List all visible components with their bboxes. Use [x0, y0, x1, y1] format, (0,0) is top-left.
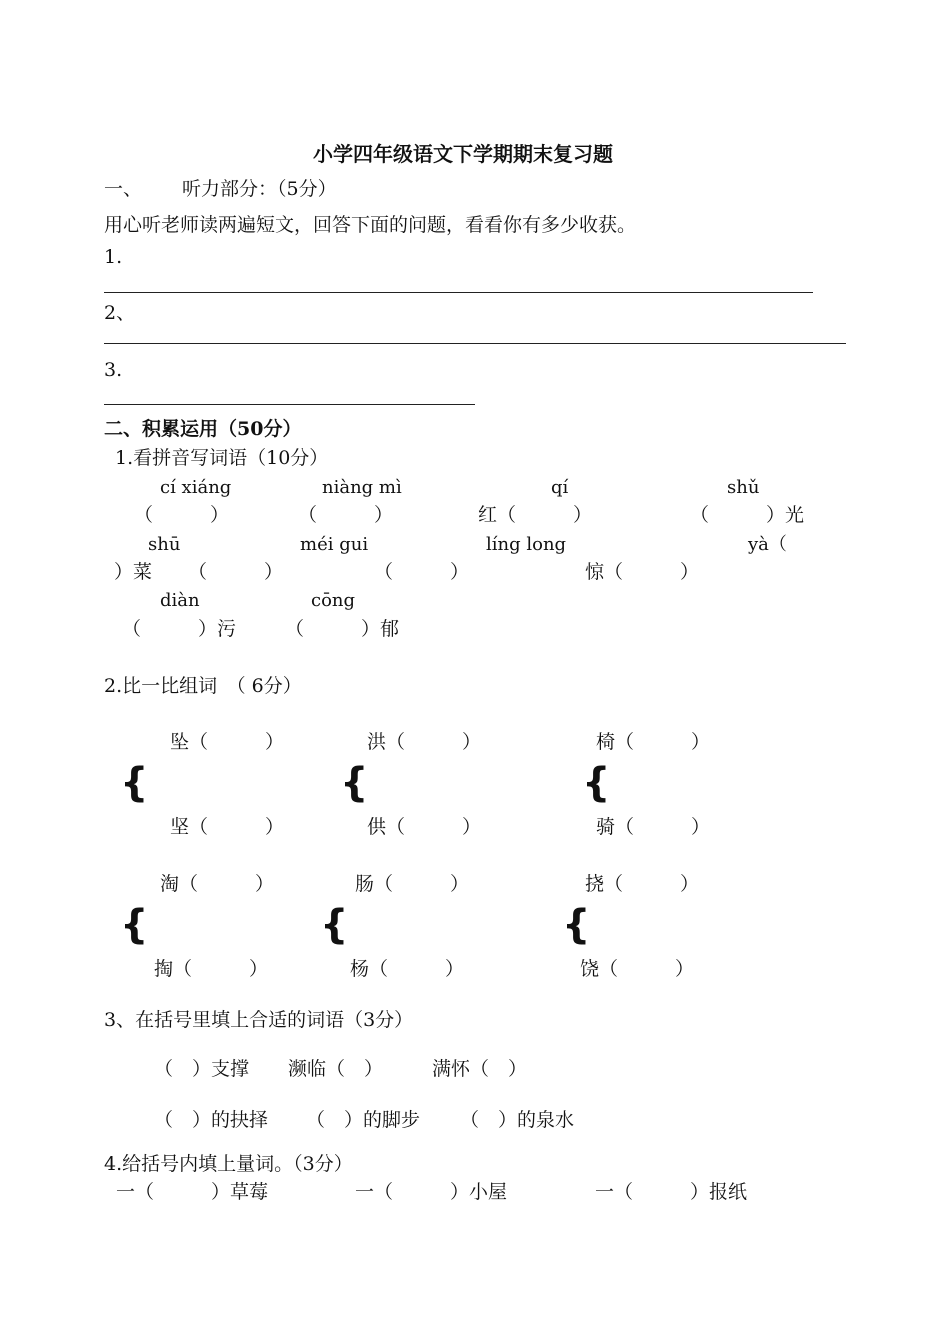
blank-shu[interactable]: （ ）光 — [690, 504, 805, 526]
pinyin-qi: qí — [551, 477, 569, 498]
fill-manhuai[interactable]: 满怀（ ） — [432, 1058, 528, 1080]
brace-4: { — [120, 902, 149, 948]
blank-congyu[interactable]: （ ）郁 — [285, 618, 400, 640]
blank-qi[interactable]: 红（ ） — [478, 504, 593, 526]
compare-yi[interactable]: 椅（ ） — [596, 731, 711, 753]
compare-chang[interactable]: 肠（ ） — [355, 873, 470, 895]
compare-yang[interactable]: 杨（ ） — [350, 958, 465, 980]
pinyin-niangmi: niàng mì — [322, 477, 402, 498]
compare-tao[interactable]: 淘（ ） — [160, 873, 275, 895]
answer-line-2[interactable] — [104, 343, 846, 344]
part-2-heading: 2.比一比组词 （ 6分） — [104, 675, 302, 697]
brace-2: { — [340, 760, 369, 806]
fill-quanshui[interactable]: （ ）的泉水 — [460, 1109, 575, 1131]
brace-1: { — [120, 760, 149, 806]
pinyin-shu: shǔ — [727, 477, 760, 498]
pinyin-dian: diàn — [160, 590, 200, 611]
fill-binlin[interactable]: 濒临（ ） — [288, 1058, 384, 1080]
compare-gong[interactable]: 供（ ） — [367, 816, 482, 838]
part-3-heading: 3、在括号里填上合适的词语（3分） — [104, 1009, 414, 1031]
brace-6: { — [562, 902, 591, 948]
measure-caomei[interactable]: 一（ ）草莓 — [116, 1181, 269, 1203]
pinyin-linglong: líng long — [486, 534, 567, 555]
section-1-heading: 听力部分：（5分） — [182, 178, 337, 200]
fill-zhicheng[interactable]: （ ）支撑 — [154, 1058, 250, 1080]
blank-niangmi[interactable]: （ ） — [298, 504, 394, 526]
section-1-label: 一、 — [104, 178, 143, 200]
blank-cixiang[interactable]: （ ） — [134, 504, 230, 526]
blank-shucai[interactable]: ）菜 — [114, 561, 153, 583]
pinyin-cixiang: cí xiáng — [160, 477, 232, 498]
compare-zhui[interactable]: 坠（ ） — [170, 731, 285, 753]
answer-line-3[interactable] — [104, 404, 475, 405]
compare-jian[interactable]: 坚（ ） — [170, 816, 285, 838]
pinyin-shu2: shū — [148, 534, 181, 555]
pinyin-ya: yà（ — [748, 534, 787, 555]
blank-meigui[interactable]: （ ） — [188, 561, 284, 583]
compare-rao[interactable]: 饶（ ） — [580, 958, 695, 980]
fill-jiaobu[interactable]: （ ）的脚步 — [306, 1109, 421, 1131]
part-4-heading: 4.给括号内填上量词。（3分） — [104, 1153, 353, 1175]
blank-linglong[interactable]: （ ） — [374, 561, 470, 583]
pinyin-cong: cōng — [311, 590, 356, 611]
compare-tao2[interactable]: 掏（ ） — [154, 958, 269, 980]
brace-5: { — [320, 902, 349, 948]
question-1-number: 1. — [104, 246, 123, 268]
page-title: 小学四年级语文下学期期末复习题 — [313, 142, 613, 166]
compare-qi[interactable]: 骑（ ） — [596, 816, 711, 838]
measure-xiaowu[interactable]: 一（ ）小屋 — [355, 1181, 508, 1203]
question-3-number: 3. — [104, 359, 123, 381]
question-2-number: 2、 — [104, 302, 136, 324]
answer-line-1[interactable] — [104, 292, 813, 293]
section-2-heading: 二、积累运用（50分） — [104, 418, 302, 440]
section-1-instruction: 用心听老师读两遍短文，回答下面的问题，看看你有多少收获。 — [104, 214, 637, 236]
blank-jingya[interactable]: 惊（ ） — [585, 561, 700, 583]
compare-nao[interactable]: 挠（ ） — [585, 873, 700, 895]
part-1-heading: 1.看拼音写词语（10分） — [115, 447, 329, 469]
pinyin-meigui: méi gui — [300, 534, 369, 555]
compare-hong[interactable]: 洪（ ） — [367, 731, 482, 753]
measure-baozhi[interactable]: 一（ ）报纸 — [595, 1181, 748, 1203]
brace-3: { — [582, 760, 611, 806]
blank-dianwu[interactable]: （ ）污 — [122, 618, 237, 640]
fill-jueze[interactable]: （ ）的抉择 — [154, 1109, 269, 1131]
